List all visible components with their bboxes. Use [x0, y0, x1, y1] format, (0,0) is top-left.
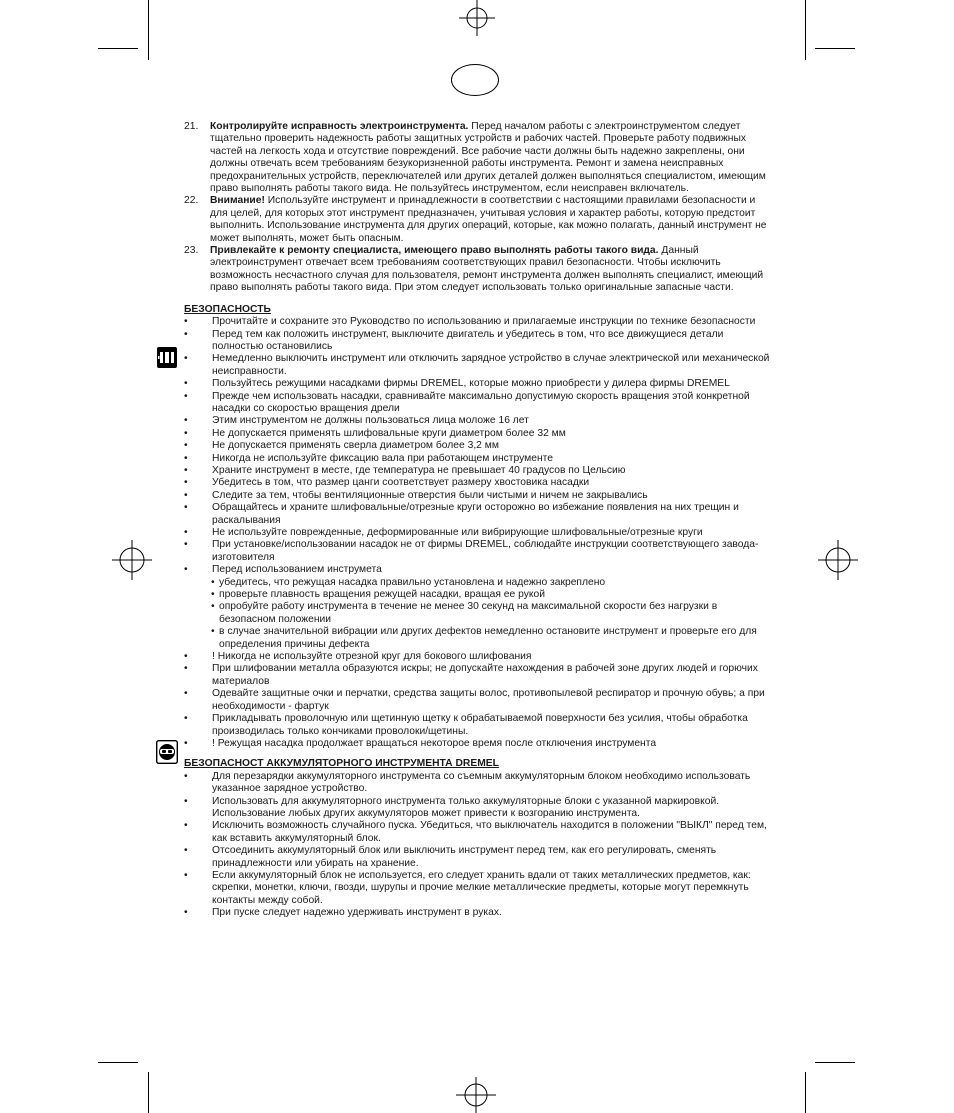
- bullet-glyph: •: [184, 688, 188, 700]
- bullet-text: ! Никогда не используйте отрезной круг для бокового шлифования: [212, 651, 532, 663]
- numbered-item: [184, 121, 774, 195]
- registration-mark-icon: [818, 540, 858, 580]
- bullet-item: [184, 502, 774, 527]
- bullet-glyph: •: [184, 440, 188, 452]
- bullet-item: [184, 453, 774, 465]
- bullet-item: [184, 490, 774, 502]
- bullet-text: Никогда не используйте фиксацию вала при работающем инструменте: [212, 452, 553, 464]
- bullet-text: опробуйте работу инструмента в течение не менее 30 секунд на максимальной скорости без нагрузки в безопасном положении: [219, 601, 718, 625]
- bullet-item: [184, 378, 774, 390]
- bullet-text: в случае значительной вибрации или других дефектов немедленно остановите инструмент и проверьте его для определения причины дефекта: [219, 626, 757, 650]
- bullet-glyph: •: [184, 539, 188, 551]
- bullet-item: [184, 651, 774, 663]
- crop-mark: [815, 48, 855, 49]
- bullet-glyph: •: [211, 589, 215, 601]
- numbered-item: [184, 245, 774, 295]
- bullet-text: Прикладывать проволочную или щетинную щетку к обрабатываемой поверхности без усилия, чтобы обработка производилась только кончиками проволоки/щетины.: [212, 713, 748, 737]
- bullet-item: [184, 465, 774, 477]
- bullet-glyph: •: [184, 390, 188, 402]
- language-oval: [451, 64, 499, 96]
- bullet-item: [184, 477, 774, 489]
- bullet-text: убедитесь, что режущая насадка правильно установлена и надежно закреплено: [219, 576, 606, 588]
- document-body: [184, 121, 774, 920]
- bullet-text: Прежде чем использовать насадки, сравнивайте максимально допустимую скорость вращения этой конкретной насадки со скоростью вращения дрели: [212, 390, 750, 414]
- bullet-glyph: •: [184, 820, 188, 832]
- bullet-text: Одевайте защитные очки и перчатки, средства защиты волос, противопылевой респиратор и прочную обувь; а при необходимости - фартук: [212, 688, 765, 712]
- bullet-text: Не используйте поврежденные, деформированные или вибрирующие шлифовальные/отрезные круги: [212, 527, 703, 538]
- crop-mark: [815, 1062, 855, 1063]
- bullet-text: Обращайтесь и храните шлифовальные/отрезные круги осторожно во избежание появления на них трещин и раскалывания: [212, 502, 739, 526]
- bullet-item: [184, 820, 774, 845]
- bullet-text: ! Режущая насадка продолжает вращаться некоторое время после отключения инструмента: [212, 737, 657, 749]
- section-heading: БЕЗОПАСНОСТЬ: [184, 303, 271, 315]
- bullet-glyph: •: [184, 415, 188, 427]
- bullet-text: Исключить возможность случайного пуска. Убедиться, что выключатель находится в положении "ВЫКЛ" перед тем, как вставить аккумуляторный блок.: [212, 820, 767, 844]
- bullet-text: Этим инструментом не должны пользоваться лица моложе 16 лет: [212, 415, 529, 427]
- crop-mark: [805, 1072, 806, 1113]
- bullet-item: [184, 870, 774, 907]
- item-number: 23.: [184, 245, 199, 257]
- bullet-glyph: •: [184, 464, 188, 476]
- bullet-text: Если аккумуляторный блок не используется, его следует хранить вдали от таких металлических предметов, как: скрепки, монетки, ключи, гвозди, шурупы и прочие мелкие металлические предметы, которые могут перемкнуть контакты между собой.: [212, 869, 751, 906]
- bullet-glyph: •: [184, 713, 188, 725]
- bullet-text: При шлифовании металла образуются искры; не допускайте нахождения в рабочей зоне других людей и горючих материалов: [212, 663, 758, 687]
- bullet-text: Следите за тем, чтобы вентиляционные отверстия были чистыми и ничем не закрывались: [212, 489, 648, 501]
- bullet-glyph: •: [211, 601, 215, 613]
- bullet-glyph: •: [184, 770, 188, 782]
- item-lead: Привлекайте к ремонту специалиста, имеющего право выполнять работы такого вида.: [210, 245, 659, 257]
- crop-mark: [98, 1062, 138, 1063]
- bullet-text: Храните инструмент в месте, где температура не превышает 40 градусов по Цельсию: [212, 464, 626, 476]
- bullet-glyph: •: [184, 663, 188, 675]
- bullet-glyph: •: [184, 353, 188, 365]
- sub-bullet-item: [211, 626, 774, 651]
- bullet-item: [184, 564, 774, 576]
- bullet-glyph: •: [184, 907, 188, 919]
- bullet-text: При установке/использовании насадок не от фирмы DREMEL, соблюдайте инструкции соответствующего завода-изготовителя: [212, 539, 759, 563]
- bullet-glyph: •: [184, 564, 188, 576]
- bullet-item: [184, 391, 774, 416]
- registration-mark-icon: [456, 1077, 496, 1113]
- item-number: 22.: [184, 195, 199, 207]
- bullet-text: Не допускается применять шлифовальные круги диаметром более 32 мм: [212, 427, 566, 439]
- battery-bullet-list: [184, 771, 774, 920]
- bullet-glyph: •: [184, 795, 188, 807]
- safety-goggles-icon: [156, 740, 178, 764]
- bullet-item: [184, 353, 774, 378]
- bullet-item: [184, 907, 774, 919]
- bullet-item: [184, 440, 774, 452]
- bullet-glyph: •: [184, 328, 188, 340]
- bullet-text: Не допускается применять сверла диаметром более 3,2 мм: [212, 440, 499, 452]
- bullet-text: Использовать для аккумуляторного инструмента только аккумуляторные блоки с указанной маркировкой. Использование любых других аккумуляторов может привести к возгоранию инструмента.: [212, 795, 720, 819]
- bullet-item: [184, 316, 774, 328]
- bullet-item: [184, 527, 774, 539]
- crop-mark: [148, 1072, 149, 1113]
- bullet-item: [184, 415, 774, 427]
- bullet-text: При пуске следует надежно удерживать инструмент в руках.: [212, 907, 502, 919]
- bullet-item: [184, 329, 774, 354]
- section-heading: БЕЗОПАСНОСТ АККУМУЛЯТОРНОГО ИНСТРУМЕНТА DREMEL: [184, 758, 499, 770]
- item-text: Данный электроинструмент отвечает всем требованиям соответствующих правил безопасности. Чтобы исключить возможность несчастного случая для пользователя, ремонт инструмента должен выполнять специалист, имеющий право выполнять работы такого вида. При этом следует использовать только оригинальные запасные части.: [210, 245, 764, 294]
- bullet-glyph: •: [211, 576, 215, 588]
- bullet-glyph: •: [184, 869, 188, 881]
- bullet-glyph: •: [184, 527, 188, 538]
- crop-mark: [148, 0, 149, 60]
- sub-bullet-item: [211, 589, 774, 601]
- item-lead: Внимание!: [210, 195, 265, 207]
- bullet-item: [184, 845, 774, 870]
- bullet-text: Пользуйтесь режущими насадками фирмы DREMEL, которые можно приобрести у дилера фирмы DREMEL: [212, 378, 730, 390]
- bullet-text: Для перезарядки аккумуляторного инструмента со съемным аккумуляторным блоком необходимо использовать указанное зарядное устройство.: [212, 770, 751, 795]
- item-text: Используйте инструмент и принадлежности в соответствии с настоящими правилами безопасности и для целей, для которых этот инструмент предназначен, учитывая условия и характер работы, которую предстоит выполнить. Использование инструмента для других операций, которые, как можно полагать, данный инструмент не может выполнять, может быть опасным.: [210, 195, 767, 244]
- manual-book-icon: [157, 347, 177, 368]
- bullet-item: [184, 713, 774, 738]
- bullet-text: Перед тем как положить инструмент, выключите двигатель и убедитесь в том, что все движущиеся детали полностью остановились: [212, 328, 724, 352]
- safety-bullet-list: [184, 651, 774, 750]
- bullet-glyph: •: [184, 378, 188, 390]
- registration-mark-icon: [112, 540, 152, 580]
- bullet-glyph: •: [184, 502, 188, 514]
- bullet-item: [184, 539, 774, 564]
- bullet-glyph: •: [184, 452, 188, 464]
- bullet-glyph: •: [184, 477, 188, 489]
- bullet-item: [184, 428, 774, 440]
- bullet-text: Немедленно выключить инструмент или отключить зарядное устройство в случае электрической или механической неисправности.: [212, 353, 770, 377]
- crop-mark: [805, 0, 806, 60]
- bullet-text: Убедитесь в том, что размер цанги соответствует размеру хвостовика насадки: [212, 477, 590, 489]
- bullet-glyph: •: [184, 845, 188, 857]
- bullet-text: Отсоединить аккумуляторный блок или выключить инструмент перед тем, как его регулировать, сменять принадлежности или убирать на хранение.: [212, 845, 717, 869]
- item-number: 21.: [184, 121, 199, 132]
- bullet-glyph: •: [184, 489, 188, 501]
- item-lead: Контролируйте исправность электроинструмента.: [210, 121, 469, 132]
- bullet-glyph: •: [184, 427, 188, 439]
- numbered-item: [184, 195, 774, 245]
- bullet-item: [184, 688, 774, 713]
- crop-mark: [98, 48, 138, 49]
- sub-bullet-item: [211, 577, 774, 589]
- sub-bullet-item: [211, 601, 774, 626]
- bullet-item: [184, 771, 774, 796]
- bullet-text: Прочитайте и сохраните это Руководство по использованию и прилагаемые инструкции по технике безопасности: [212, 316, 756, 328]
- bullet-item: [184, 796, 774, 821]
- bullet-text: Перед использованием инструмета: [212, 564, 382, 576]
- bullet-glyph: •: [211, 626, 215, 638]
- sub-bullet-list: [184, 577, 774, 651]
- item-text: Перед началом работы с электроинструментом следует тщательно проверить надежность работы защитных устройств и рабочих частей. Проверьте работу подвижных частей на легкость хода и отсутствие повреждений. Все рабочие части должны быть надежно закреплены, они должны отвечать всем требованиям безукоризненной работы инструмента. Ремонт и замена неисправных предохранительных устройств, переключателей или других деталей должен выполняться специалистом, имеющим право выполнять работы такого вида. Не пользуйтесь инструментом, если неисправен включатель.: [210, 121, 766, 195]
- bullet-glyph: •: [184, 316, 188, 328]
- bullet-glyph: •: [184, 737, 188, 749]
- bullet-glyph: •: [184, 651, 188, 663]
- safety-bullet-list: [184, 316, 774, 577]
- bullet-item: [184, 663, 774, 688]
- bullet-text: проверьте плавность вращения режущей насадки, вращая ее рукой: [219, 589, 545, 601]
- registration-mark-icon: [459, 0, 495, 36]
- bullet-item: [184, 738, 774, 750]
